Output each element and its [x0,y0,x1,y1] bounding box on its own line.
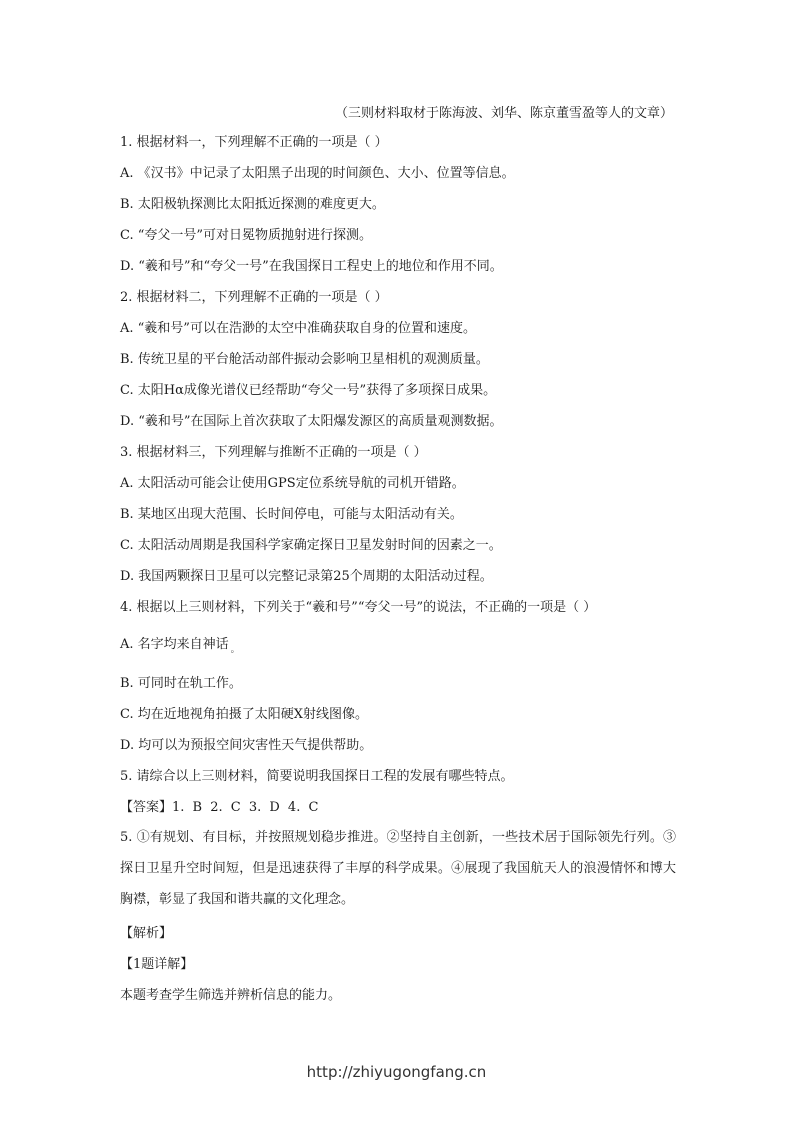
question-1-stem: 1. 根据材料一，下列理解不正确的一项是（ ） [120,135,388,150]
detail-heading: 【1题详解】 [120,957,194,972]
question-1-option-b: B. 太阳极轨探测比太阳抵近探测的难度更大。 [120,197,385,212]
source-note: （三则材料取材于陈海波、刘华、陈京董雪盈等人的文章） [334,106,673,121]
question-2-option-d: D. “羲和号”在国际上首次获取了太阳爆发源区的高质量观测数据。 [120,414,503,429]
question-1-option-d: D. “羲和号”和“夸父一号”在我国探日工程史上的地位和作用不同。 [120,259,503,274]
question-1-option-c: C. “夸父一号”可对日冕物质抛射进行探测。 [120,228,373,243]
question-2-option-a: A. “羲和号”可以在浩渺的太空中准确获取自身的位置和速度。 [120,321,476,336]
answer-5-text: 5. ①有规划、有目标，并按照规划稳步推进。②坚持自主创新，一些技术居于国际领先行列。③探日卫星升空时间短，但是迅速获得了丰厚的科学成果。④展现了我国航天人的浪漫情怀和博大胸襟，彰显了我国和谐共赢的文化理念。 [120,830,676,907]
question-3-stem: 3. 根据材料三，下列理解与推断不正确的一项是（ ） [120,445,427,460]
question-3-option-a: A. 太阳活动可能会让使用GPS定位系统导航的司机开错路。 [120,476,465,491]
footer-url: http://zhiyugongfang.cn [306,1063,487,1081]
question-4-option-d: D. 均可以为预报空间灾害性天气提供帮助。 [120,738,373,753]
question-4-option-a-text: A. 名字均来自神话 [120,637,229,652]
analysis-heading: 【解析】 [120,926,173,941]
question-4-option-a [120,636,240,659]
stray-mark: 。 [230,645,240,655]
question-5-stem: 5. 请综合以上三则材料，简要说明我国探日工程的发展有哪些特点。 [120,769,514,784]
question-2-stem: 2. 根据材料二，下列理解不正确的一项是（ ） [120,290,388,305]
question-2-option-b: B. 传统卫星的平台舱活动部件振动会影响卫星相机的观测质量。 [120,352,489,367]
question-3-option-c: C. 太阳活动周期是我国科学家确定探日卫星发射时间的因素之一。 [120,538,502,553]
question-2-option-c: C. 太阳Hα成像光谱仪已经帮助“夸父一号”获得了多项探日成果。 [120,383,497,398]
detail-text: 本题考查学生筛选并辨析信息的能力。 [120,988,342,1003]
question-4-option-c: C. 均在近地视角拍摄了太阳硬X射线图像。 [120,707,369,722]
question-3-option-b: B. 某地区出现大范围、长时间停电，可能与太阳活动有关。 [120,507,463,522]
answer-key: 【答案】1. B 2. C 3. D 4. C [120,800,319,815]
question-1-option-a: A. 《汉书》中记录了太阳黑子出现的时间颜色、大小、位置等信息。 [120,166,515,181]
question-3-option-d: D. 我国两颗探日卫星可以完整记录第25个周期的太阳活动过程。 [120,569,493,584]
question-4-option-b: B. 可同时在轨工作。 [120,676,242,691]
question-4-stem: 4. 根据以上三则材料，下列关于“羲和号”“夸父一号”的说法，不正确的一项是（ ） [120,600,597,615]
